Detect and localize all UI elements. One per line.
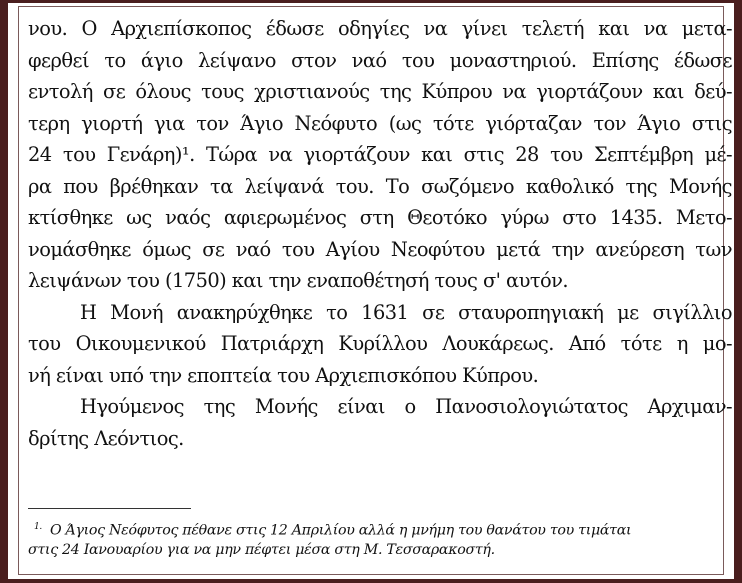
text-line: του Οικουμενικού Πατριάρχη Κυρίλλου Λουκάρεως. Από τότε η μο- <box>28 332 732 355</box>
paragraph-start-line: Η Μονή ανακηρύχθηκε το 1631 σε σταυροπηγιακή με σιγίλλιο <box>80 300 732 324</box>
text-line: κτίσθηκε ως ναός αφιερωμένος στη Θεοτόκο γύρω στο 1435. Μετο- <box>28 206 732 229</box>
footnote-line <box>28 516 732 539</box>
text-line: εντολή σε όλους τους χριστιανούς της Κύπρου να γιορτάζουν και δεύ- <box>28 80 732 103</box>
footnote-marker: 1. <box>34 522 42 532</box>
text-line: 24 του Γενάρη)¹. Τώρα να γιορτάζουν και στις 28 του Σεπτέμβρη μέ- <box>28 143 732 166</box>
footnote-text: Ο Άγιος Νεόφυτος πέθανε στις 12 Απριλίου αλλά η μνήμη του θανάτου του τιμάται <box>50 522 632 539</box>
text-line: λειψάνων του (1750) και την εναποθέτησή τους σ' αυτόν. <box>28 269 568 292</box>
footnote-line: στις 24 Ιανουαρίου για να μην πέφτει μέσα στη Μ. Τεσσαρακοστή. <box>28 542 495 558</box>
text-line: νή είναι υπό την εποπτεία του Αρχιεπισκόπου Κύπρου. <box>28 363 539 387</box>
paragraph-start-line: Ηγούμενος της Μονής είναι ο Πανοσιολογιώτατος Αρχιμαν- <box>80 395 732 418</box>
text-line: νου. Ο Αρχιεπίσκοπος έδωσε οδηγίες να γίνει τελετή και να μετα- <box>28 17 732 40</box>
text-line: νομάσθηκε όμως σε ναό του Αγίου Νεοφύτου μετά την ανεύρεση των <box>28 237 732 261</box>
text-line: τερη γιορτή για τον Άγιο Νεόφυτο (ως τότε γιόρταζαν τον Άγιο στις <box>28 111 732 135</box>
text-line: φερθεί το άγιο λείψανο στον ναό του μοναστηριού. Επίσης έδωσε <box>28 48 732 72</box>
body-text <box>28 13 732 454</box>
text-line: δρίτης Λεόντιος. <box>28 426 184 450</box>
footnote-separator <box>28 508 191 509</box>
footnote <box>28 516 732 562</box>
text-line: ρα που βρέθηκαν τα λείψανά του. Το σωζόμενο καθολικό της Μονής <box>28 174 732 198</box>
